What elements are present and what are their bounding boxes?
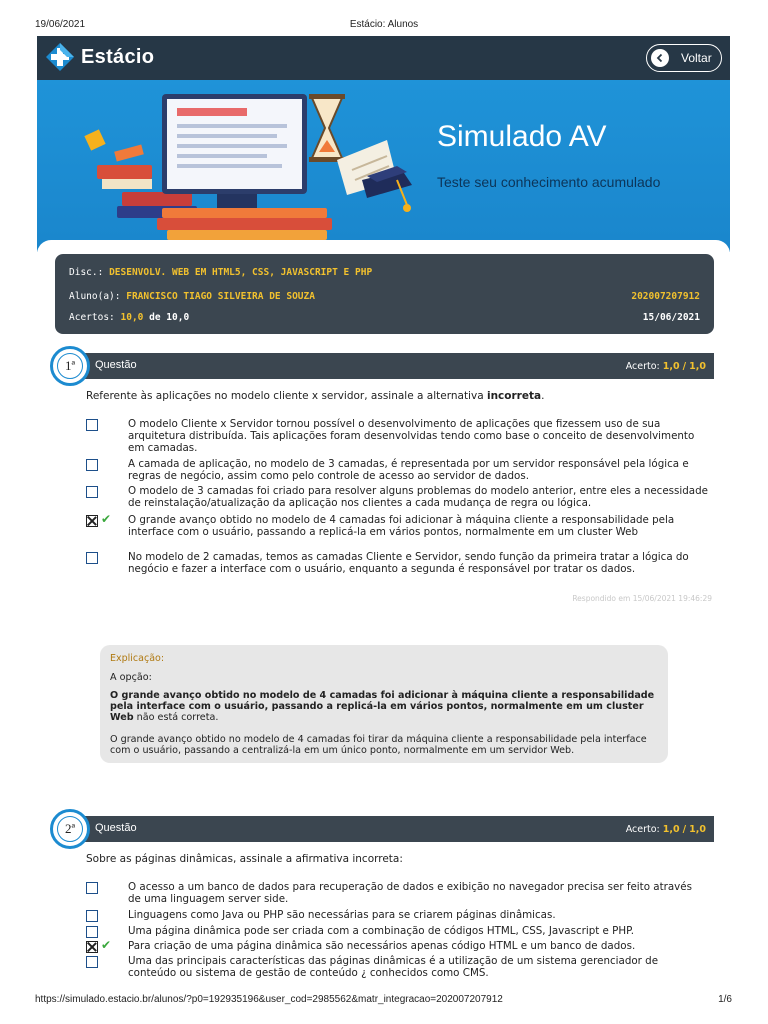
option-checkbox[interactable]: [86, 956, 98, 968]
question-1-statement: Referente às aplicações no modelo cliente x servidor, assinale a alternativa incorreta.: [86, 390, 545, 402]
hits-value: 10,0: [120, 312, 144, 323]
estacio-logo-icon: [45, 42, 75, 72]
option-checkbox[interactable]: [86, 419, 98, 431]
explanation-intro: A opção:: [110, 672, 152, 683]
question-label: Questão: [95, 822, 137, 834]
option-checkbox[interactable]: [86, 926, 98, 938]
explanation-quoted-option: O grande avanço obtido no modelo de 4 camadas foi adicionar à máquina cliente a responsabilidade pela interface com o usuário, passando a replicá-la em vários pontos, normalmente em um cluster Web não está correta.: [110, 690, 655, 723]
discipline-row: [69, 267, 700, 278]
exam-date: 15/06/2021: [642, 312, 700, 323]
question-2-option-2[interactable]: [86, 909, 706, 923]
question-number-badge: [50, 809, 90, 849]
option-checkbox[interactable]: [86, 459, 98, 471]
option-text: O acesso a um banco de dados para recuperação de dados e exibição no navegador precisa ser feito através de uma linguagem server side.: [128, 881, 692, 905]
option-checkbox-selected[interactable]: [86, 941, 98, 953]
back-arrow-icon: [651, 49, 669, 67]
question-score: Acerto: 1,0 / 1,0: [625, 361, 706, 372]
print-header: [0, 0, 768, 30]
checkmark-icon: ✔: [101, 938, 112, 952]
student-label: Aluno(a):: [69, 291, 121, 302]
question-1-option-3[interactable]: [86, 485, 706, 511]
question-2-option-4[interactable]: [86, 940, 706, 954]
option-text: Linguagens como Java ou PHP são necessárias para se criarem páginas dinâmicas.: [128, 909, 556, 921]
print-title: Estácio: Alunos: [349, 19, 419, 30]
question-score: Acerto: 1,0 / 1,0: [625, 824, 706, 835]
logo[interactable]: [45, 42, 154, 72]
question-2-option-3[interactable]: [86, 925, 706, 939]
option-checkbox[interactable]: [86, 910, 98, 922]
back-button-label: Voltar: [681, 51, 712, 65]
answered-timestamp: Respondido em 15/06/2021 19:46:29: [572, 594, 712, 603]
question-2-statement: Sobre as páginas dinâmicas, assinale a afirmativa incorreta:: [86, 853, 403, 865]
student-row: [69, 291, 700, 302]
banner: [37, 80, 730, 252]
question-number-badge: [50, 346, 90, 386]
option-text: A camada de aplicação, no modelo de 3 camadas, é representada por um servidor responsável pela lógica e regras de negócio, assim como pelo controle de acesso ao servidor de dados.: [128, 458, 689, 482]
option-text: Uma página dinâmica pode ser criada com a combinação de códigos HTML, CSS, Javascript e PHP.: [128, 925, 634, 937]
question-number: 2ª: [64, 821, 76, 836]
explanation-header: Explicação:: [110, 653, 165, 664]
option-checkbox-selected[interactable]: [86, 515, 98, 527]
registration-number: 202007207912: [631, 291, 700, 302]
student-info-card: [55, 254, 714, 334]
banner-subtitle: Teste seu conhecimento acumulado: [437, 174, 661, 190]
explanation-box: [100, 645, 668, 763]
print-page-number: 1/6: [718, 994, 732, 1005]
question-number: 1ª: [64, 358, 76, 373]
option-text: O modelo Cliente x Servidor tornou possível o desenvolvimento de aplicações que fizessem uso de sua arquitetura distribuída. Tais aplicações foram desenvolvidas tendo como base o conceito de desenvolvimento em camadas.: [128, 418, 695, 454]
explanation-detail: O grande avanço obtido no modelo de 4 camadas foi tirar da máquina cliente a responsabilidade pela interface com o usuário, passando a centralizá-la em um único ponto, normalmente em um servidor Web.: [110, 734, 647, 756]
question-1-option-1[interactable]: [86, 418, 706, 454]
print-url: https://simulado.estacio.br/alunos/?p0=192935196&user_cod=2985562&matr_integracao=202007207912: [35, 994, 503, 1005]
option-text: O grande avanço obtido no modelo de 4 camadas foi adicionar à máquina cliente a responsabilidade pela interface com o usuário, passando a replicá-la em vários pontos, normalmente em um cluster Web: [128, 514, 675, 538]
option-checkbox[interactable]: [86, 486, 98, 498]
banner-title: Simulado AV: [437, 120, 607, 153]
question-2-option-1[interactable]: [86, 881, 706, 907]
option-text: No modelo de 2 camadas, temos as camadas Cliente e Servidor, sendo função da primeira tratar a lógica do negócio e fazer a interface com o usuário, enquanto a segunda é responsável por tratar os dados.: [128, 551, 689, 575]
top-bar: [37, 36, 730, 80]
hits-total: de 10,0: [149, 312, 190, 323]
option-text: O modelo de 3 camadas foi criado para resolver alguns problemas do modelo anterior, entre eles a necessidade de reinstalação/atualização da aplicação nos clientes a cada mudança de regra ou lógica.: [128, 485, 708, 509]
print-date: 19/06/2021: [35, 19, 86, 30]
discipline-label: Disc.:: [69, 267, 104, 278]
option-text: Para criação de uma página dinâmica são necessários apenas código HTML e um banco de dados.: [128, 940, 636, 952]
back-button[interactable]: [646, 44, 722, 72]
question-1-option-5[interactable]: [86, 551, 706, 587]
logo-text: Estácio: [81, 45, 155, 68]
option-checkbox[interactable]: [86, 552, 98, 564]
banner-illustration: [67, 80, 447, 252]
option-text: Uma das principais características das páginas dinâmicas é a utilização de um sistema gerenciador de conteúdo ou sistema de gestão de conteúdo ¿ conhecidos como CMS.: [128, 955, 659, 979]
question-label: Questão: [95, 359, 137, 371]
checkmark-icon: ✔: [101, 512, 112, 526]
hits-label: Acertos:: [69, 312, 115, 323]
score-row: [69, 312, 700, 323]
discipline-value: DESENVOLV. WEB EM HTML5, CSS, JAVASCRIPT E PHP: [109, 267, 373, 278]
question-1-header: [55, 353, 714, 379]
option-checkbox[interactable]: [86, 882, 98, 894]
banner-curve: [37, 240, 730, 252]
student-name: FRANCISCO TIAGO SILVEIRA DE SOUZA: [126, 291, 315, 302]
question-1-option-4[interactable]: [86, 514, 706, 550]
question-2-option-5[interactable]: [86, 955, 706, 981]
question-1-option-2[interactable]: [86, 458, 706, 484]
question-2-header: [55, 816, 714, 842]
